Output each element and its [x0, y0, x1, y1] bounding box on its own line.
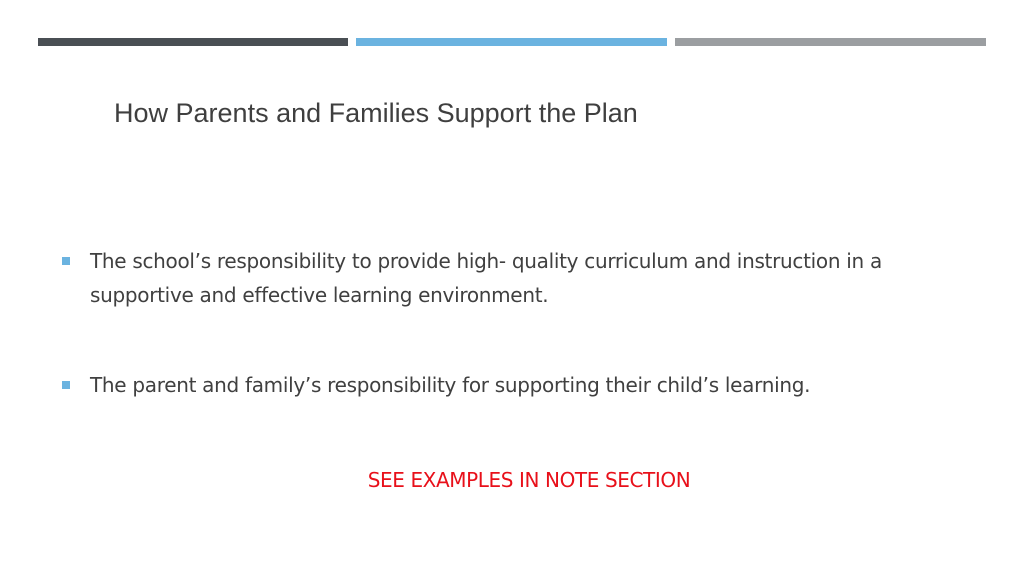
square-bullet-icon: [62, 257, 70, 265]
bullet-text: The school’s responsibility to provide high- quality curriculum and instruction in a supportive and effective learning environment.: [90, 249, 882, 307]
slide-title: How Parents and Families Support the Plan: [114, 98, 638, 128]
accent-bar-gray: [675, 38, 986, 46]
square-bullet-icon: [62, 381, 70, 389]
bullet-list: [60, 244, 970, 402]
accent-bar-blue: [356, 38, 667, 46]
top-accent-bars: [38, 38, 986, 46]
accent-bar-dark: [38, 38, 348, 46]
bullet-item-family: [60, 368, 970, 402]
bullet-item-school: [60, 244, 970, 312]
bullet-text: The parent and family’s responsibility for supporting their child’s learning.: [90, 373, 811, 397]
note-callout: SEE EXAMPLES IN NOTE SECTION: [367, 468, 691, 492]
